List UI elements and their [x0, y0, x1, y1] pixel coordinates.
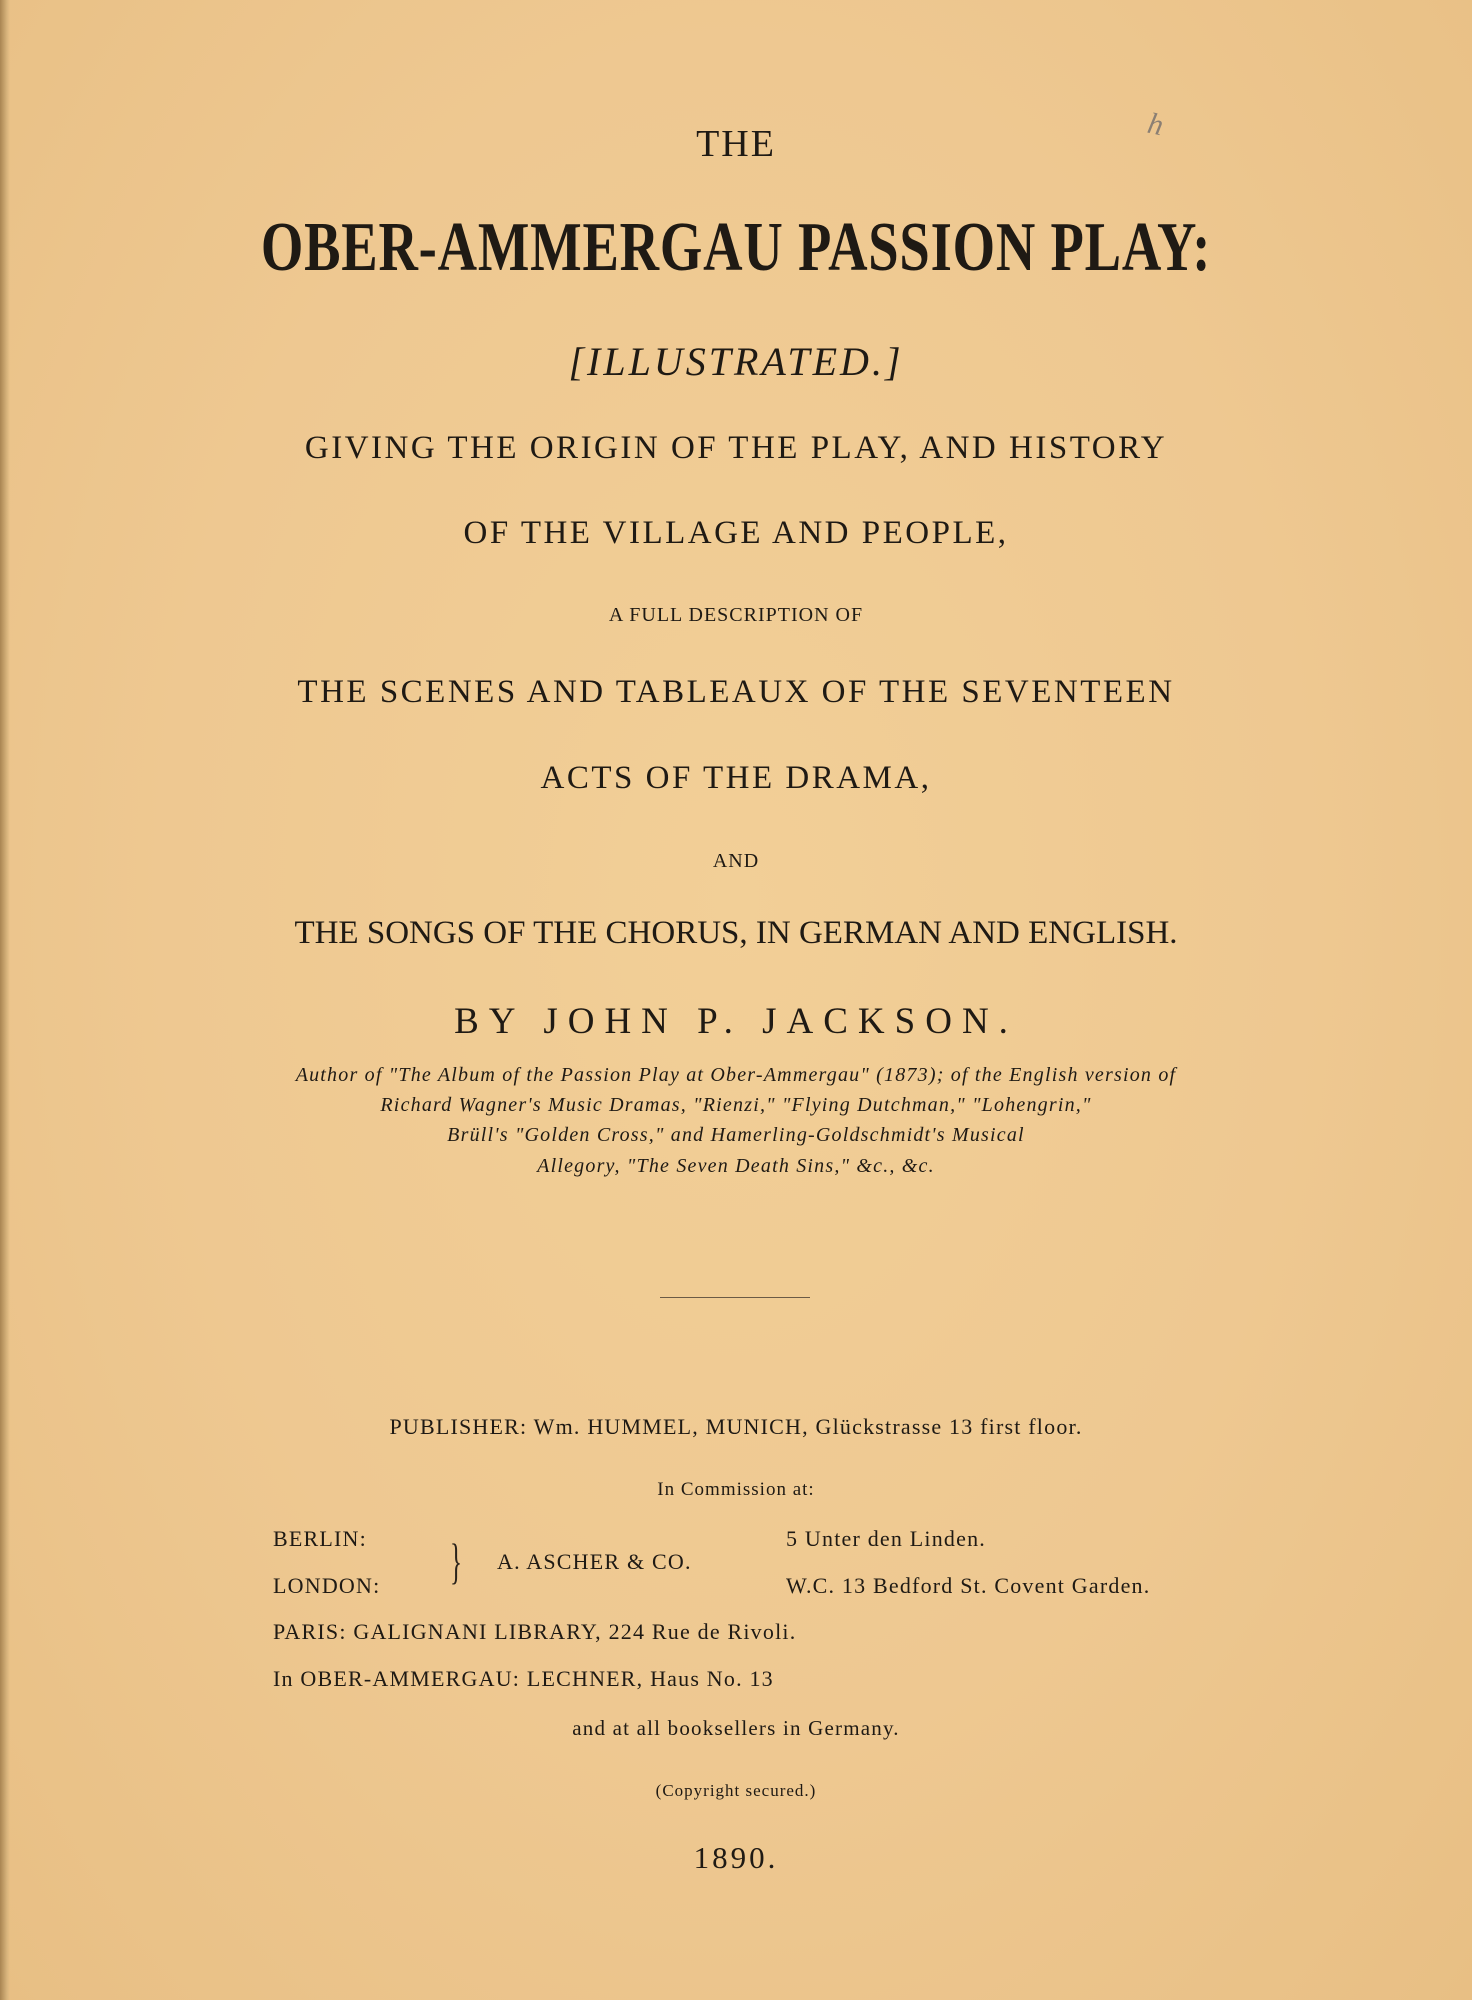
paris-agent: PARIS: GALIGNANI LIBRARY, 224 Rue de Rivoli.: [273, 1619, 797, 1644]
illustrated-note: [ILLUSTRATED.]: [568, 339, 904, 384]
copyright-notice: (Copyright secured.): [655, 1781, 817, 1800]
commission-heading: In Commission at:: [657, 1479, 815, 1500]
berlin-address: 5 Unter den Linden.: [786, 1526, 986, 1551]
publisher-line: PUBLISHER: Wm. HUMMEL, MUNICH, Glückstrasse 13 first floor.: [389, 1414, 1083, 1439]
author-credit-line: Brüll's "Golden Cross," and Hamerling-Goldschmidt's Musical: [447, 1124, 1025, 1146]
main-title: OBER-AMMERGAU PASSION PLAY:: [260, 209, 1212, 286]
ober-ammergau-agent: In OBER-AMMERGAU: LECHNER, Haus No. 13: [273, 1666, 774, 1691]
subtitle-line-5: ACTS OF THE DRAMA,: [540, 760, 932, 796]
subtitle-line-6: AND: [712, 850, 760, 872]
london-label: LONDON:: [273, 1573, 381, 1598]
subtitle-line-2: OF THE VILLAGE AND PEOPLE,: [463, 515, 1009, 551]
berlin-label: BERLIN:: [273, 1526, 367, 1551]
subtitle-line-3: A FULL DESCRIPTION OF: [608, 604, 864, 626]
title-article: THE: [696, 123, 776, 165]
brace-glyph: }: [450, 1533, 463, 1589]
author-credit-line: Author of "The Album of the Passion Play at Ober-Ammergau" (1873); of the English version of: [295, 1064, 1177, 1086]
author-byline: BY JOHN P. JACKSON.: [454, 1001, 1018, 1042]
subtitle-line-4: THE SCENES AND TABLEAUX OF THE SEVENTEEN: [297, 674, 1175, 710]
booksellers-line: and at all booksellers in Germany.: [572, 1716, 900, 1740]
london-address: W.C. 13 Bedford St. Covent Garden.: [786, 1573, 1151, 1598]
author-credit-line: Allegory, "The Seven Death Sins," &c., &c.: [537, 1155, 935, 1177]
divider-rule: [660, 1297, 810, 1298]
author-credit-line: Richard Wagner's Music Dramas, "Rienzi," "Flying Dutchman," "Lohengrin,": [380, 1094, 1092, 1116]
agent-name: A. ASCHER & CO.: [497, 1549, 692, 1574]
subtitle-line-7: THE SONGS OF THE CHORUS, IN GERMAN AND ENGLISH.: [294, 915, 1178, 951]
subtitle-line-1: GIVING THE ORIGIN OF THE PLAY, AND HISTORY: [304, 430, 1168, 466]
pencil-annotation: h: [1144, 106, 1167, 143]
publication-year: 1890.: [693, 1840, 779, 1875]
